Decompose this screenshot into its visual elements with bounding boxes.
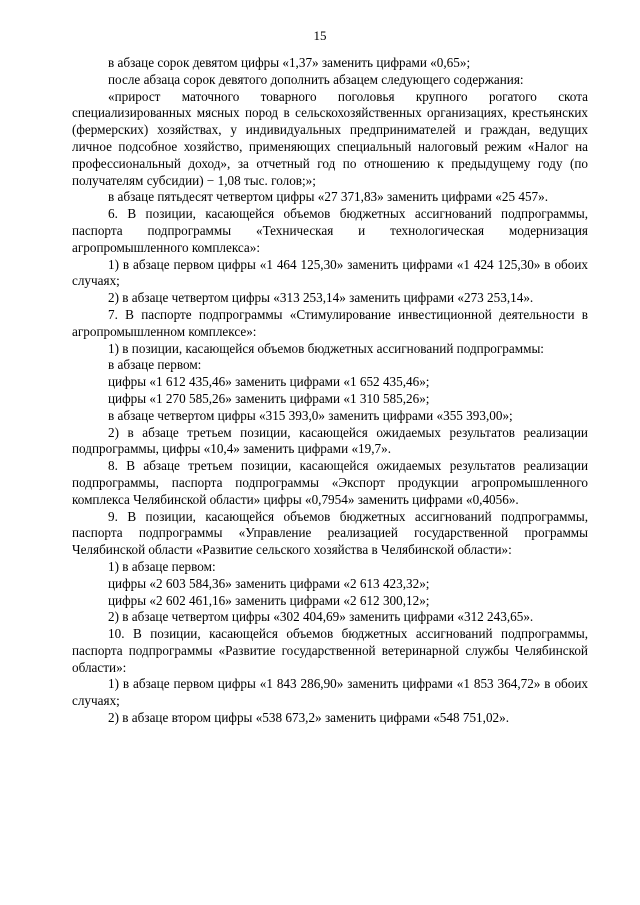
paragraph: 1) в позиции, касающейся объемов бюджетных ассигнований подпрограммы: xyxy=(108,340,544,356)
paragraph: 2) в абзаце третьем позиции, касающейся ожидаемых результатов реализации подпрограммы, цифры «10,4» заменить цифрами «19,7». xyxy=(72,424,588,457)
paragraph: в абзаце пятьдесят четвертом цифры «27 371,83» заменить цифрами «25 457». xyxy=(108,189,549,205)
paragraph: 9. В позиции, касающейся объемов бюджетных ассигнований подпрограммы, паспорта подпрограммы «Управление реализацией государственной программы Челябинской области «Развитие сельского хозяйства в Челябинской области»: xyxy=(72,508,588,558)
paragraph: «прирост маточного товарного поголовья крупного рогатого скота специализированных мясных пород в сельскохозяйственных организациях, крестьянских (фермерских) хозяйствах, у индивидуальных предпринимателей и граждан, ведущих личное подсобное хозяйство, применяющих специальный налоговый режим «Налог на профессиональный доход», за отчетный год по отношению к предыдущему году (по получателям субсидии) − 1,08 тыс. голов;»; xyxy=(72,88,588,188)
paragraph: цифры «1 612 435,46» заменить цифрами «1 652 435,46»; xyxy=(108,374,430,390)
paragraph: 2) в абзаце четвертом цифры «313 253,14» заменить цифрами «273 253,14». xyxy=(108,290,534,306)
paragraph: 6. В позиции, касающейся объемов бюджетных ассигнований подпрограммы, паспорта подпрограммы «Техническая и технологическая модернизация агропромышленного комплекса»: xyxy=(72,206,588,255)
paragraph: цифры «2 603 584,36» заменить цифрами «2 613 423,32»; xyxy=(108,575,430,591)
paragraph: 7. В паспорте подпрограммы «Стимулирование инвестиционной деятельности в агропромышленном комплексе»: xyxy=(72,306,588,339)
paragraph: 2) в абзаце втором цифры «538 673,2» заменить цифрами «548 751,02». xyxy=(108,710,510,726)
paragraph: 1) в абзаце первом цифры «1 843 286,90» заменить цифрами «1 853 364,72» в обоих случаях; xyxy=(72,676,588,709)
paragraph: цифры «1 270 585,26» заменить цифрами «1 310 585,26»; xyxy=(108,390,430,406)
paragraph: в абзаце первом: xyxy=(108,357,202,373)
paragraph: 2) в абзаце четвертом цифры «302 404,69» заменить цифрами «312 243,65». xyxy=(108,609,534,625)
paragraph: 10. В позиции, касающейся объемов бюджетных ассигнований подпрограммы, паспорта подпрограммы «Развитие государственной ветеринарной службы Челябинской области»: xyxy=(72,626,588,675)
paragraph: 1) в абзаце первом: xyxy=(108,558,216,574)
paragraph: после абзаца сорок девятого дополнить абзацем следующего содержания: xyxy=(108,71,524,87)
document-body xyxy=(72,55,588,727)
paragraph: 8. В абзаце третьем позиции, касающейся ожидаемых результатов реализации подпрограммы, паспорта подпрограммы «Экспорт продукции агропромышленного комплекса Челябинской области» цифры «0,7954» заменить цифрами «0,4056». xyxy=(72,458,588,507)
paragraph: в абзаце сорок девятом цифры «1,37» заменить цифрами «0,65»; xyxy=(108,55,471,70)
paragraph: цифры «2 602 461,16» заменить цифрами «2 612 300,12»; xyxy=(108,592,430,608)
paragraph: 1) в абзаце первом цифры «1 464 125,30» заменить цифрами «1 424 125,30» в обоих случаях; xyxy=(72,256,588,289)
page-number: 15 xyxy=(313,28,327,43)
paragraph: в абзаце четвертом цифры «315 393,0» заменить цифрами «355 393,00»; xyxy=(108,407,513,423)
